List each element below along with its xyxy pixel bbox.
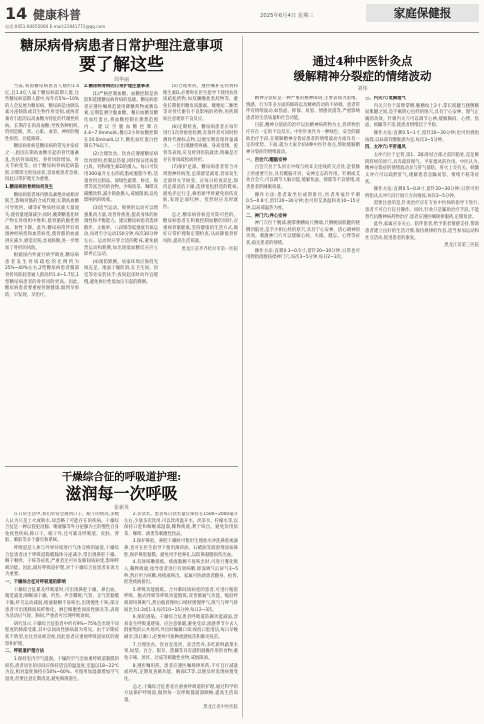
paragraph: 根据国内外流行病学调查,糖尿病患者发生骨质疏松的比例约为25%~40%左右,2型糖尿病患者髋部骨折风险较普通人群高约1.4~1.7倍,1型糖尿病患者的骨折风险更高。因此,糖尿病患者要重视骨骼健康,做到早预防、早发现、早治疗。	[5, 253, 79, 298]
subheading: 二、神门穴:养心安神	[246, 213, 287, 219]
paragraph: 目前,精神分裂症的治疗以抗精神病药物为主,但药物治疗存在一定的不良反应。中医针灸作为一种绿色、安全的辅助治疗手段,在缓解精神分裂症患者的情绪波动方面具有一定的优势。下面,就为大家介绍4种中医针灸点,帮助缓解精神分裂症的情绪波动。	[246, 123, 360, 155]
paragraph: 内关穴位于前臂掌侧,腕横纹上2寸,掌长肌腱与桡侧腕屈肌腱之间,是手厥阴心包经的络穴,具有宁心安神、理气止痛的功效。针刺内关穴可以调节心神,缓解胸闷、心悸、焦虑、烦躁等不适,使患者情绪趋于平稳。	[365, 103, 479, 129]
article-breathing	[5, 468, 238, 718]
paragraph: 当前,我国糖尿病患者人数约1.4亿,且1.4亿人属于糖尿病前期人群,这些糖尿病前期人群中,每年有5%~10%的人会发展为糖尿病。糖尿病是由胰岛素分泌缺陷或其生物作用受损,或两者兼有引起的以高血糖为特征的代谢性疾病。长期存在的高血糖,导致各种组织,特别是眼、肾、心脏、血管、神经的慢性损害、功能障碍。	[5, 84, 79, 142]
article-author: 崔新英	[113, 505, 129, 511]
subheading: 1.糖尿病的骨病如何发生	[5, 185, 54, 191]
subheading: 四、太冲穴:平肝熄风	[365, 145, 406, 151]
paragraph: 百会穴位于头顶正中线与两耳尖连线的交点处,是督脉上的重要穴位,具有醒脑开窍、安神定志的作用。针刺或艾灸百会穴,可以调节大脑功能,缓解焦虑、抑郁等不良情绪,改善患者的睡眠质量。	[246, 165, 360, 190]
paragraph: 操作方法:直刺0.5~0.8寸,留针20~30分钟;日常可用拇指从太冲穴向行间穴方向推按,每次3~5分钟。	[365, 187, 479, 199]
article-author: 刘伟	[357, 86, 368, 92]
newspaper-brand: 家庭保健报	[366, 4, 479, 22]
paragraph: 神门穴位于腕部,腕掌侧横纹尺侧端,尺侧腕屈肌腱的桡侧凹陷处,是手少阴心经的原穴,具有宁心安神、清心调神的功效。刺激神门穴可以缓解心烦、失眠、健忘、心悸等症状,稳定患者的情绪。	[246, 221, 360, 247]
paragraph: 此外,家属应多关心、陪伴患者,给予患者情感支持,帮助患者建立良好的生活习惯,保持规律的作息,适当参加运动和社交活动,促进患者的康复。	[365, 222, 479, 241]
subheading: 三、内关穴:宽胸理气	[365, 96, 406, 101]
paragraph: 呼吸道是人体与外界环境进行气体交换的通道,干燥综合征患者由于呼吸道黏膜腺体分泌减少,常出现鼻腔干燥、咽干咽痒、干咳等症状,严重者还可并发肺间质病变,影响呼吸功能。因此,做好呼吸道护理,对于干燥综合征患者来说尤为重要。	[5, 546, 119, 578]
subheading: 一、百会穴:醒脑安神	[246, 157, 287, 163]
subheading: 一、干燥综合征对呼吸道的影响	[5, 580, 66, 586]
article-column-3	[163, 84, 238, 464]
paragraph: 操作方法:患者取坐位或仰卧位,医者用毫针平刺0.5~0.8寸,留针20~30分钟;也可用艾条温和灸10~15分钟,以局部温热为度。	[246, 192, 360, 211]
paragraph: (6)定期检查。糖尿病患者应每年进行1次骨密度检测,有条件者可同时检测骨代谢标志物,以便早期发现骨量减少。一旦出现腰背疼痛、身高变矮、驼背等表现,应及时到医院就诊,明确是否存在骨质疏松或骨折。	[163, 124, 238, 163]
paragraph: (2)合理饮食。饮食应遵循糖尿病饮食原则,控制总热量,同时保证优质蛋白质、钙和维生素D的摄入。每日可饮用300毫升左右的低脂或脱脂牛奶,适量食用豆制品、深绿色蔬菜、虾皮、海带等富含钙的食物。少喝浓茶、咖啡及碳酸饮料,减少钠盐摄入,戒烟限酒,以免影响钙的吸收。	[84, 152, 158, 204]
header-divider	[5, 32, 479, 33]
paragraph: (5)合理用药。遵医嘱补充钙剂和维生素D,必要时在医生指导下使用抗骨质疏松药物,如双膦酸盐类药物等。避免长期使用糖皮质激素、噻唑烷二酮类等对骨代谢有不良影响的药物,用药期间注意观察不良反应。	[163, 84, 238, 122]
paragraph: 2.多饮水。患者每日饮水量应保持在1500~2000毫升左右,少量多次饮用,可以饮用温开水、淡茶水、柠檬水等,以保持口腔和咽喉部湿润,稀释痰液,利于咳出。避免饮用浓茶、咖啡、酒类等刺激性饮品。	[124, 512, 238, 537]
page-header	[0, 0, 484, 34]
article-title-line1: 通过4种中医针灸点	[312, 54, 413, 68]
paragraph: 7.合理饮食。饮食宜清淡、富含营养,多吃新鲜蔬菜水果,如梨、百合、银耳、莲藕等具有滋阴润燥作用的食物;避免辛辣、煎炸、过咸等刺激性食物,戒烟限酒。	[124, 642, 238, 661]
article-column-1	[246, 96, 360, 716]
paragraph: (3)适当运动。规律的运动可以增强肌肉力量,改善骨密度,提高身体的协调性和平衡能力。建议糖尿病患者选择散步、太极拳、八段锦等低强度有氧运动,每周至少运动150分钟,每次30分钟左右。运动时应穿合适的鞋袜,避免剧烈运动和跌倒,如出现低血糖反应应立即停止运动。	[84, 205, 158, 258]
paragraph: 5.呼吸功能锻炼。合并肺间质病变的患者,可进行缩唇呼吸、腹式呼吸等呼吸功能锻炼,改善肺通气功能。缩唇呼吸即用鼻吸气,然后缩唇像吹口哨样缓慢呼气,吸气与呼气时间比为1:2或1:3,每次10~15分钟,每日2~3次。	[124, 587, 238, 613]
paragraph: 3.保护鼻腔。鼻腔干燥时可使用生理盐水冲洗鼻腔或滴鼻,也可在医生指导下使用薄荷油、石蜡油等润滑剂涂抹鼻腔,保护鼻腔黏膜。避免用手挖鼻孔,以防鼻黏膜损伤出血。	[124, 539, 238, 558]
section-title: 健康科普	[33, 8, 82, 22]
article-author: 周华丽	[113, 77, 129, 83]
page-number: 14	[5, 4, 28, 23]
paragraph: 在日常生活中,我们常常会遇到口干、眼干的情况,多数人认为只是上火或缺水,却忽略了可能存在的疾病。干燥综合征是一种以侵犯泪腺、唾液腺等外分泌腺为主的慢性自身免疫性疾病,除口干、眼干外,还可累及呼吸道、皮肤、肾脏、肺脏等多个器官和系统。	[5, 512, 119, 544]
paragraph: 6.预防感染。干燥综合征患者呼吸道防御功能减弱,容易发生呼吸道感染。应注意保暖,避免受凉;流感季节少去人群密集的公共场所,外出时佩戴口罩;保持口腔清洁,每日早晚刷牙,饭后漱口;必要时可接种流感疫苗和肺炎疫苗。	[124, 615, 238, 641]
contact-info: 电话:0451-84655060 E-mail:21941771@qq.com	[5, 24, 106, 29]
article-column-2	[365, 96, 479, 716]
column-divider	[242, 36, 243, 718]
paragraph: 总之,干燥综合征患者应重视呼吸道的护理,通过科学的方法保护呼吸道,做到每一次呼吸都滋润顺畅,提高生活质量。	[124, 684, 238, 703]
paragraph: 糖尿病患者体内胰岛素绝对或相对缺乏,影响骨骼的合成代谢;长期高血糖可导致钙、磷等矿物质经尿液大量流失,使骨量逐渐减少;同时,晚期糖基化终产物在骨组织中堆积,使骨骼的脆性增加、韧性下降。此外,糖尿病常伴有周围神经病变和血管病变,使骨骼的血液供应减少,感觉迟钝,容易跌倒,进一步增加了骨折的风险。	[5, 192, 79, 251]
subheading: 2.糖尿病骨病的日常护理注意事项	[84, 84, 150, 89]
article-title-line2: 缓解精神分裂症的情绪波动	[293, 69, 432, 83]
article-source: 黑龙江省第三医院	[444, 243, 479, 249]
paragraph: (1)严格控制血糖。血糖控制是预防和延缓糖尿病骨病的基础。糖尿病患者应遵医嘱规范使用降糖药物或胰岛素,定期监测空腹血糖、餐后血糖及糖化血红蛋白,将血糖控制在理想范围内。建议空腹血糖控制在4.4~7.0mmol/L,餐后2小时血糖控制在10.0mmol/L以下,糖化血红蛋白控制在7%以下。	[84, 91, 158, 150]
paragraph: 糖尿病骨病是糖尿病的常见并发症之一,指因长期高血糖引起的骨代谢紊乱,包括骨质疏松、骨折风险增加、骨关节病变等。由于糖尿病骨病起病隐匿,早期常无明显症状,容易被患者忽视,因此日常护理尤为重要。	[5, 144, 79, 183]
paragraph: 1.保持室内空气湿润。干燥的空气会加重呼吸道黏膜的损伤,患者居住的房间应保持适宜的温湿度,室温以18~22℃为宜,相对湿度保持在50%~60%。可使用加湿器增加空气湿度,但要注意定期清洗,避免细菌滋生。	[5, 657, 119, 682]
article-title-line1: 干燥综合征的呼吸道护理:	[61, 471, 182, 483]
article-source: 黑龙江省齐齐哈尔市第一医院	[181, 246, 238, 252]
paragraph: (4)预防跌倒。居家环境应保持光线充足、地面干燥防滑,在卫生间、浴室等处安装扶手;夜间起床时动作宜缓慢,避免体位性低血压引起的跌倒。	[84, 259, 158, 285]
paragraph: 研究显示,干燥综合征患者中约有9%~75%会出现不同程度的肺部受累,其中以间质性肺病最为常见。由于早期症状不典型,往往容易被忽视,因此患者应重视呼吸道症状的观察和护理。	[5, 621, 119, 647]
article-column-1	[5, 512, 119, 718]
article-title-line1: 糖尿病骨病患者日常护理注意事项	[20, 38, 223, 54]
article-column-2	[124, 512, 238, 718]
paragraph: 精神分裂症是一种严重的精神障碍,主要表现为思维、情感、行为等多方面的障碍以及精神活动的不协调。患者常伴有情绪波动,如焦虑、抑郁、易怒、情感淡漠等,严重影响患者的生活质量和社会功能。	[246, 96, 360, 121]
article-column-2	[84, 84, 158, 464]
paragraph: 操作方法:直刺0.3~0.5寸,留针20~30分钟;日常也可用拇指指腹按揉神门穴,每次3~5分钟,每日2~3次。	[246, 248, 360, 261]
paragraph: 太冲穴位于足背,第1、2跖骨结合部之前凹陷处,是足厥阴肝经的原穴,具有疏肝理气、平肝熄风的作用。中医认为,精神分裂症的情绪波动多与肝气郁结、肝火上炎有关。刺激太冲穴可以疏泄肝气,缓解患者急躁易怒、情绪不稳等症状。	[365, 153, 479, 185]
article-title-line2: 要了解这些	[79, 55, 164, 75]
paragraph: 需要注意的是,针灸治疗应在专业中医师的指导下进行,患者不可自行盲目操作。同时,针灸只是辅助治疗手段,不能替代抗精神病药物治疗,患者应遵医嘱规律服药,定期复诊。	[365, 201, 479, 220]
paragraph: 干燥综合征累及呼吸道时,可出现鼻腔干燥、鼻出血、嗅觉减退;咽喉部干燥、灼热、声音嘶哑;气管、支气管黏膜干燥,纤毛运动减弱,痰液黏稠不易咳出,出现慢性干咳;部分患者可出现肺间质纤维化、淋巴细胞性间质性肺炎等,表现为活动后气促、胸闷,严重者可出现呼吸衰竭。	[5, 587, 119, 620]
issue-date: 2025年6月4日 星期三	[260, 13, 314, 19]
paragraph: 8.遵医嘱用药。患者应遵医嘱规律用药,不可自行减量或停药,定期复查肺功能、胸部CT等,以便及时发现病情变化。	[124, 663, 238, 682]
paragraph: 4.有效咳嗽排痰。痰液黏稠不易咳出时,可进行雾化吸入,稀释痰液;指导患者进行有效咳嗽,即深吸气后屏气3~5秒,然后用力咳嗽,将痰液咳出。家属可协助患者翻身、拍背,促进痰液排出。	[124, 560, 238, 586]
paragraph: 总之,糖尿病骨病是可防可控的。糖尿病患者在积极控制血糖的同时,应重视骨骼健康,坚持健康的生活方式,做好日常护理和定期检查,从而降低骨折风险,提高生活质量。	[163, 212, 238, 244]
article-diabetes	[5, 36, 238, 466]
article-moxibustion	[246, 36, 479, 718]
article-column-1	[5, 84, 79, 464]
article-separator	[5, 466, 238, 467]
paragraph: 操作方法:直刺0.5~1寸,留针20~30分钟;也可用拇指按揉,以局部有酸胀感为宜,每次3~5分钟。	[365, 131, 479, 143]
article-source: 黑龙江省中医医院	[203, 705, 238, 711]
paragraph: (7)保护足部。糖尿病患者常合并周围神经病变,足部感觉减退,容易发生足部骨关节病变。应每日检查双足,保持足部清洁干燥,选择宽松舒适的鞋袜,避免赤足行走,修剪趾甲时避免损伤皮肤,发现足部红肿、变形时应及时就医。	[163, 165, 238, 210]
subheading: 二、呼吸道护理方法	[5, 649, 45, 655]
article-title-line2: 滋润每一次呼吸	[65, 484, 178, 503]
